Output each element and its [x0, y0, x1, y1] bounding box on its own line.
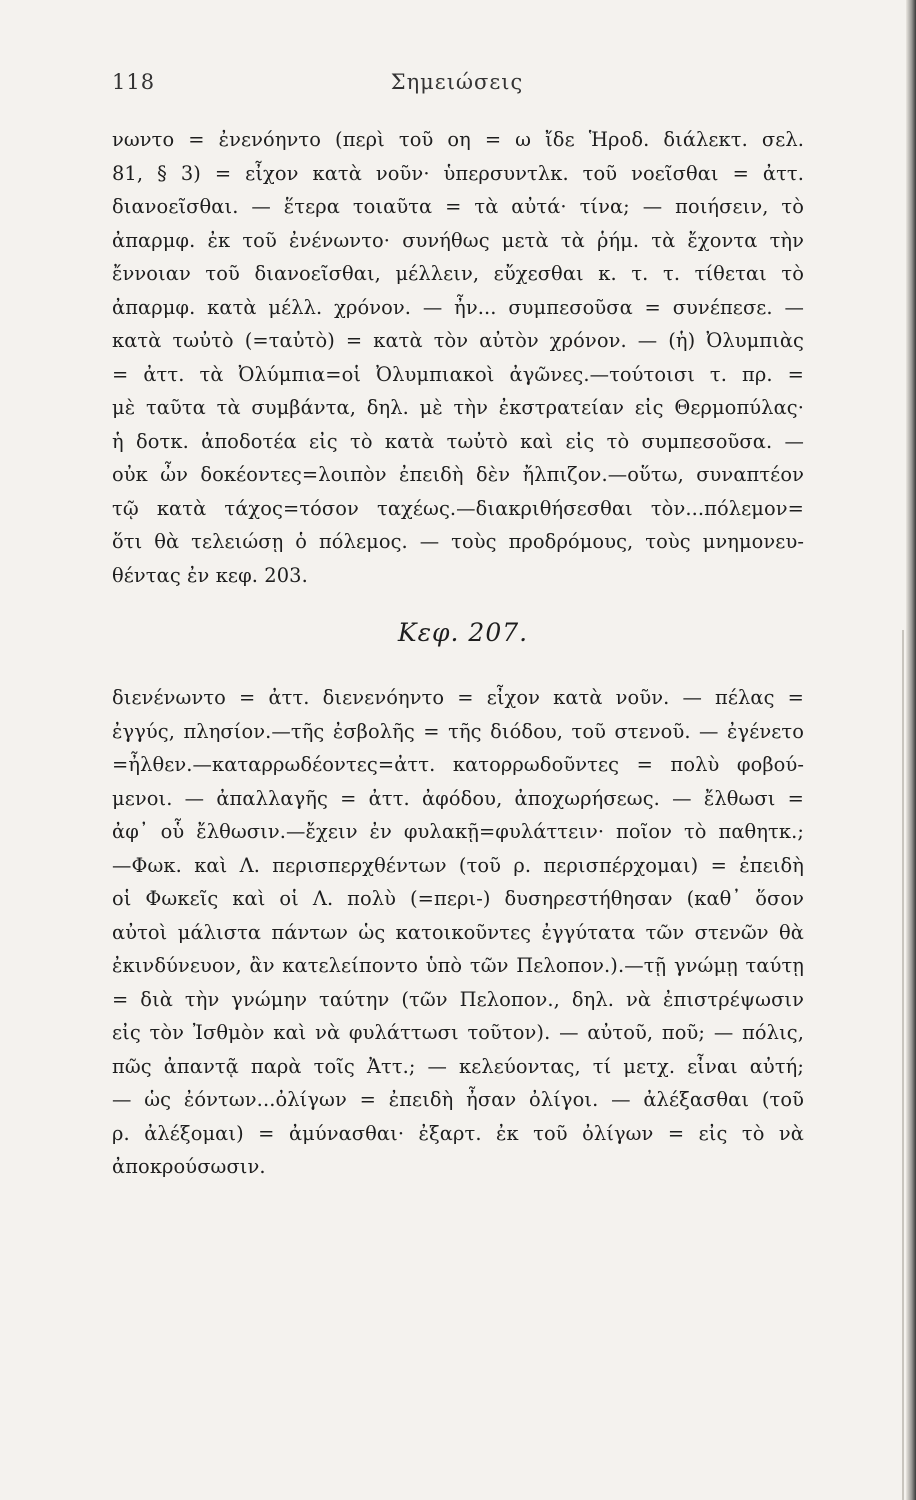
text-line: αὐτοὶ μάλιστα πάντων ὡς κατοικοῦντες ἐγγύτατα τῶν στενῶν θὰ: [112, 920, 804, 944]
running-head: Σημειώσεις: [390, 70, 524, 94]
text-line: θέντας ἐν κεφ. 203.: [112, 563, 308, 587]
text-line: οὐκ ὦν δοκέοντες=λοιπὸν ἐπειδὴ δὲν ἤλπιζον.—οὕτω, συναπτέον: [112, 463, 804, 486]
notes-block-chapter-207: [112, 681, 804, 1184]
text-line: ἀπαρμφ. ἐκ τοῦ ἐνένωντο· συνήθως μετὰ τὰ ῥήμ. τὰ ἔχοντα τὴν: [112, 228, 804, 252]
page-header: [112, 70, 802, 100]
text-line: ἀφ᾽ οὗ ἔλθωσιν.—ἔχειν ἐν φυλακῇ=φυλάττειν· ποῖον τὸ παθητκ.;: [112, 820, 804, 843]
text-line: ἡ δοτκ. ἀποδοτέα εἰς τὸ κατὰ τωὐτὸ καὶ εἰς τὸ συμπεσοῦσα. —: [112, 429, 804, 453]
text-line: 81, § 3) = εἶχον κατὰ νοῦν· ὑπερσυντλκ. τοῦ νοεῖσθαι = ἀττ.: [112, 161, 804, 185]
text-line: ἀποκρούσωσιν.: [112, 1155, 266, 1178]
text-line: ἐκινδύνευον, ἂν κατελείποντο ὑπὸ τῶν Πελοπον.).—τῇ γνώμῃ ταύτῃ: [112, 954, 804, 977]
notes-block-continued: [112, 123, 804, 592]
text-line: — ὡς ἐόντων...ὀλίγων = ἐπειδὴ ἦσαν ὀλίγοι. — ἀλέξασθαι (τοῦ: [112, 1088, 804, 1111]
text-line: ἀπαρμφ. κατὰ μέλλ. χρόνον. — ἦν... συμπεσοῦσα = συνέπεσε. —: [112, 295, 804, 319]
text-line: πῶς ἀπαντᾷ παρὰ τοῖς Ἀττ.; — κελεύοντας, τί μετχ. εἶναι αὐτή;: [112, 1054, 804, 1078]
text-line: ρ. ἀλέξομαι) = ἀμύνασθαι· ἐξαρτ. ἐκ τοῦ ὀλίγων = εἰς τὸ νὰ: [112, 1121, 804, 1145]
text-line: ἔννοιαν τοῦ διανοεῖσθαι, μέλλειν, εὔχεσθαι κ. τ. τ. τίθεται τὸ: [112, 262, 804, 285]
text-line: = ἀττ. τὰ Ὀλύμπια=οἱ Ὀλυμπιακοὶ ἀγῶνες.—τούτοισι τ. πρ. =: [112, 362, 804, 386]
page-edge-line: [902, 630, 904, 1500]
text-line: εἰς τὸν Ἰσθμὸν καὶ νὰ φυλάττωσι τοῦτον). — αὐτοῦ, ποῦ; — πόλις,: [112, 1021, 804, 1044]
text-line: μὲ ταῦτα τὰ συμβάντα, δηλ. μὲ τὴν ἐκστρατείαν εἰς Θερμοπύλας·: [112, 396, 804, 419]
text-line: = διὰ τὴν γνώμην ταύτην (τῶν Πελοπον., δηλ. νὰ ἐπιστρέψωσιν: [112, 987, 804, 1011]
text-line: μενοι. — ἀπαλλαγῆς = ἀττ. ἀφόδου, ἀποχωρήσεως. — ἔλθωσι =: [112, 786, 804, 810]
text-line: ὅτι θὰ τελειώσῃ ὁ πόλεμος. — τοὺς προδρόμους, τοὺς μνημονευ-: [112, 530, 804, 553]
page-number: 118: [112, 70, 156, 94]
text-line: οἱ Φωκεῖς καὶ οἱ Λ. πολὺ (=περι-) δυσηρεστήθησαν (καθ᾽ ὅσον: [112, 887, 804, 910]
text-line: τῷ κατὰ τάχος=τόσον ταχέως.—διακριθήσεσθαι τὸν...πόλεμον=: [112, 496, 804, 520]
text-line: διενένωντο = ἀττ. διενενόηντο = εἶχον κατὰ νοῦν. — πέλας =: [112, 686, 804, 709]
text-line: νωντο = ἐνενόηντο (περὶ τοῦ οη = ω ἴδε Ἡροδ. διάλεκτ. σελ.: [112, 128, 804, 151]
text-line: διανοεῖσθαι. — ἕτερα τοιαῦτα = τὰ αὐτά· τίνα; — ποιήσειν, τὸ: [112, 195, 804, 218]
text-line: —Φωκ. καὶ Λ. περισπερχθέντων (τοῦ ρ. περισπέρχομαι) = ἐπειδὴ: [112, 853, 804, 877]
page-edge-shadow: [906, 0, 916, 1500]
text-line: ἐγγύς, πλησίον.—τῆς ἐσβολῆς = τῆς διόδου, τοῦ στενοῦ. — ἐγένετο: [112, 719, 804, 743]
text-line: κατὰ τωὐτὸ (=ταὐτὸ) = κατὰ τὸν αὐτὸν χρόνον. — (ἡ) Ὀλυμπιὰς: [112, 329, 804, 352]
text-line: =ἦλθεν.—καταρρωδέοντες=ἀττ. κατορρωδοῦντες = πολὺ φοβού-: [112, 753, 804, 776]
chapter-heading: Κεφ. 207.: [397, 618, 529, 647]
